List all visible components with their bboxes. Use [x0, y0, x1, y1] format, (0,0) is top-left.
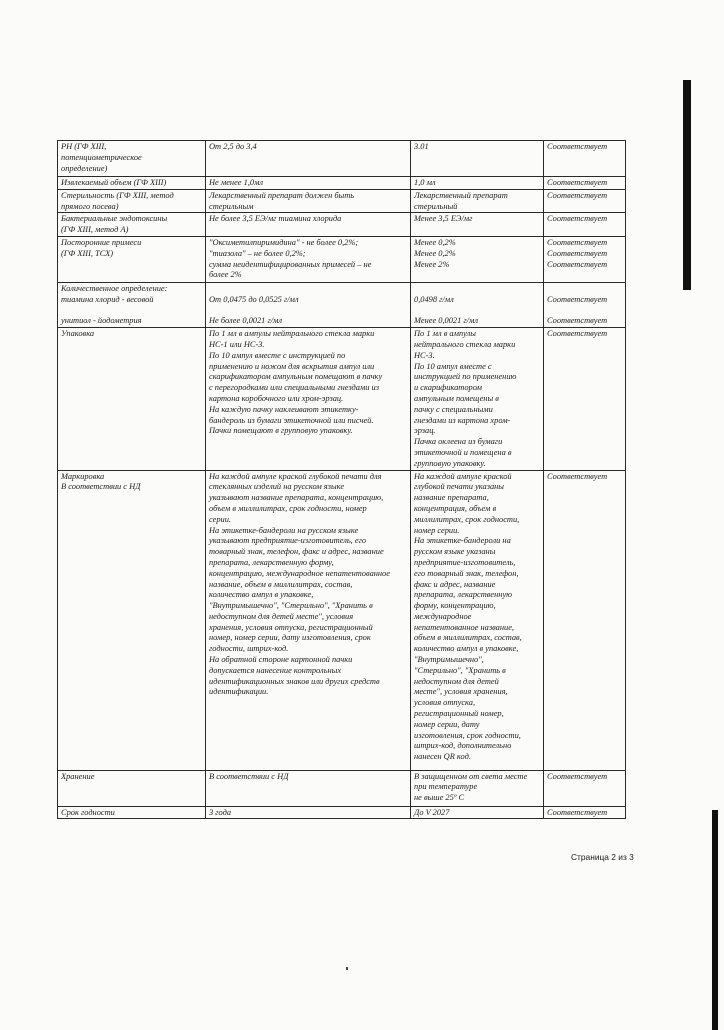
table-row-impurities [58, 236, 626, 282]
table-row-assay [58, 282, 626, 327]
result-cell: 3.01 [411, 141, 544, 177]
compliance-cell: Соответствует [544, 770, 626, 806]
result-cell: Лекарственный препарат стерильный [411, 189, 544, 213]
table-row-storage [58, 770, 626, 806]
result-cell: 1,0 мл [411, 177, 544, 190]
certificate-table [57, 140, 626, 819]
result-cell: 0,0498 г/мл Менее 0,0021 г/мл [411, 282, 544, 327]
compliance-cell: Соответствует [544, 189, 626, 213]
compliance-cell: Соответствует [544, 806, 626, 819]
result-cell: Менее 3,5 ЕЭ/мг [411, 213, 544, 237]
norm-cell: В соответствии с НД [206, 770, 411, 806]
compliance-cell: Соответствует [544, 470, 626, 770]
param-cell: Хранение [58, 770, 206, 806]
param-cell: Количественное определение: тиамина хлорид - весовой унитиол - йодометрия [58, 282, 206, 327]
norm-cell: От 0,0475 до 0,0525 г/мл Не более 0,0021 г/мл [206, 282, 411, 327]
compliance-cell: Соответствует Соответствует [544, 282, 626, 327]
param-cell: Срок годности [58, 806, 206, 819]
result-cell: На каждой ампуле краской глубокой печати указаны название препарата, концентрация, объем в миллилитрах, срок годности, номер серии. На этикетке-бандероли на русском языке указаны предприятие-изготовитель, его товарный знак, телефон, факс и адрес, название препарата, лекарственную форму, концентрацию, международное непатентованное название, объем в миллилитрах, состав, количество ампул в упаковке, "Внутримышечно", "Стерильно", "Хранить в недоступном для детей месте", условия хранения, условия отпуска, регистрационный номер, номер серии, дату изготовления, срок годности, штрих-код, дополнительно нанесен QR код. [411, 470, 544, 770]
param-cell: Посторонние примеси (ГФ XIII, ТСХ) [58, 236, 206, 282]
param-cell: Бактериальные эндотоксины (ГФ XIII, метод А) [58, 213, 206, 237]
norm-cell: Лекарственный препарат должен быть стерильным [206, 189, 411, 213]
scan-speck [346, 967, 348, 970]
norm-cell: На каждой ампуле краской глубокой печати для стеклянных изделий на русском языке указывают название препарата, концентрацию, объем в миллилитрах, срок годности, номер серии. На этикетке-бандероли на русском языке указывают предприятие-изготовитель, его товарный знак, телефон, факс и адрес, название препарата, лекарственную форму, концентрацию, международное непатентованное название, объем в миллилитрах, состав, количество ампул в упаковке, "Внутримышечно", "Стерильно", "Хранить в недоступном для детей месте", условия хранения, условия отпуска, регистрационный номер, номер серии, дату изготовления, срок годности, штрих-код. На обратной стороне картонной пачки допускается нанесение контрольных идентификационных знаков или других средств идентификации. [206, 470, 411, 770]
compliance-cell: Соответствует [544, 177, 626, 190]
scan-edge-mark-top [683, 80, 691, 290]
param-cell: Стерильность (ГФ XIII, метод прямого посева) [58, 189, 206, 213]
page-number: Страница 2 из 3 [571, 852, 634, 862]
scan-edge-mark-bottom [712, 810, 718, 1030]
compliance-cell: Соответствует [544, 213, 626, 237]
compliance-cell: Соответствует [544, 328, 626, 470]
param-cell: Маркировка В соответствии с НД [58, 470, 206, 770]
norm-cell: По 1 мл в ампулы нейтрального стекла марки НС-1 или НС-3. По 10 ампул вместе с инструкцией по применению и ножом для вскрытия ампул или скарификатором ампульным помещают в пачку с перегородками или специальными гнездами из картона коробочного или хром-эрзац. На каждую пачку наклеивают этикетку- бандероль из бумаги этикеточной или писчей. Пачки помещают в групповую упаковку. [206, 328, 411, 470]
compliance-cell: Соответствует [544, 141, 626, 177]
result-cell: До V 2027 [411, 806, 544, 819]
param-cell: Извлекаемый объем (ГФ XIII) [58, 177, 206, 190]
norm-cell: "Оксиметилпиримидина" - не более 0,2%; "тиазола" – не более 0,2%; сумма неидентифицированных примесей – не более 2% [206, 236, 411, 282]
norm-cell: Не более 3,5 ЕЭ/мг тиамина хлорида [206, 213, 411, 237]
param-cell: Упаковка [58, 328, 206, 470]
table-row-labeling [58, 470, 626, 770]
table-row-volume [58, 177, 626, 190]
param-cell: РН (ГФ XIII, потенциометрическое определение) [58, 141, 206, 177]
norm-cell: 3 года [206, 806, 411, 819]
table-row-packaging [58, 328, 626, 470]
result-cell: Менее 0,2% Менее 0,2% Менее 2% [411, 236, 544, 282]
table-row-ph [58, 141, 626, 177]
table-row-shelf-life [58, 806, 626, 819]
compliance-cell: Соответствует Соответствует Соответствует [544, 236, 626, 282]
table-row-endotoxins [58, 213, 626, 237]
norm-cell: От 2,5 до 3,4 [206, 141, 411, 177]
result-cell: В защищенном от света месте при температуре не выше 25º С [411, 770, 544, 806]
result-cell: По 1 мл в ампулы нейтрального стекла марки НС-3. По 10 ампул вместе с инструкцией по применению и скарификатором ампульным помещены в пачку с специальными гнездами из картона хром- эрзац. Пачка оклеена из бумаги этикеточной и помещена в групповую упаковку. [411, 328, 544, 470]
norm-cell: Не менее 1,0мл [206, 177, 411, 190]
table-row-sterility [58, 189, 626, 213]
